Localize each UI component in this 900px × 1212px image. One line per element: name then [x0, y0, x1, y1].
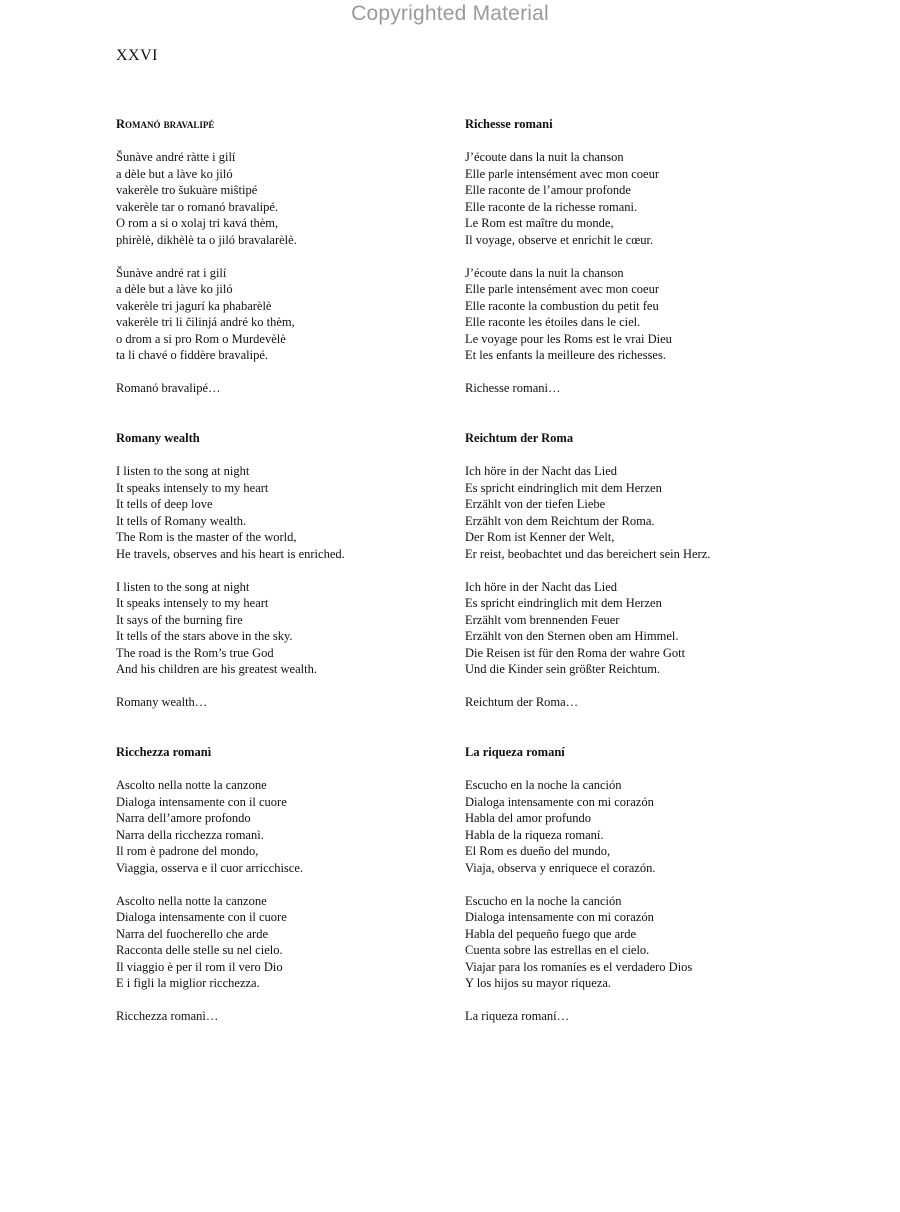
verse-line: I listen to the song at night: [116, 464, 250, 478]
verse-line: Cuenta sobre las estrellas en el cielo.: [465, 943, 650, 957]
verse-line: O rom a si o xolaj tri kavá thèm,: [116, 216, 279, 230]
verse-line: It says of the burning fire: [116, 612, 243, 627]
stanza: [465, 893, 785, 992]
verse-line: Narra dell’amore profondo: [116, 811, 251, 825]
stanza: [116, 265, 436, 364]
verse-line: Erzählt von der tiefen Liebe: [465, 497, 606, 511]
verse-line: Die Reisen ist für den Roma der wahre Gott: [465, 645, 686, 660]
verse-line: Es spricht eindringlich mit dem Herzen: [465, 480, 662, 495]
verse-line: Ich höre in der Nacht das Lied: [465, 579, 618, 594]
left-column: [116, 116, 436, 1058]
verse-line: a dèle but a làve ko jiló: [116, 166, 233, 181]
stanza: [116, 149, 436, 248]
verse-line: Il rom è padrone del mondo,: [116, 844, 259, 858]
verse-line: Et les enfants la meilleure des richesses.: [465, 348, 666, 362]
poem-refrain: Richesse romani…: [465, 381, 561, 395]
verse-line: Erzählt von dem Reichtum der Roma.: [465, 513, 655, 528]
poem-refrain: Ricchezza romanì…: [116, 1009, 219, 1023]
verse-line: Der Rom ist Kenner der Welt,: [465, 530, 615, 544]
verse-line: It tells of the stars above in the sky.: [116, 629, 293, 643]
verse-line: It tells of deep love: [116, 497, 213, 511]
verse-line: Escucho en la noche la canción: [465, 778, 622, 792]
stanza: [465, 463, 785, 562]
verse-line: Y los hijos su mayor riqueza.: [465, 976, 612, 990]
verse-line: J’écoute dans la nuit la chanson: [465, 265, 624, 280]
poem-refrain: Romanó bravalipé…: [116, 381, 221, 395]
verse-line: El Rom es dueño del mundo,: [465, 844, 611, 858]
poem-refrain: Romany wealth…: [116, 695, 208, 709]
poem-title: Richesse romani: [465, 117, 553, 131]
verse-line: Viaja, observa y enriquece el corazón.: [465, 860, 656, 875]
verse-line: Narra del fuocherello che arde: [116, 926, 268, 941]
verse-line: Er reist, beobachtet und das bereichert sein Herz.: [465, 546, 711, 561]
verse-line: It speaks intensely to my heart: [116, 480, 269, 495]
verse-line: It tells of Romany wealth.: [116, 513, 247, 528]
verse-line: He travels, observes and his heart is enriched.: [116, 546, 345, 561]
verse-line: J’écoute dans la nuit la chanson: [465, 150, 624, 164]
poem-title: Romany wealth: [116, 431, 200, 445]
verse-line: Dialoga intensamente con mi corazón: [465, 794, 654, 809]
stanza: [116, 893, 436, 992]
verse-line: The Rom is the master of the world,: [116, 530, 297, 544]
stanza: [465, 149, 785, 248]
poem-block: [116, 430, 436, 744]
verse-line: vakerèle tar o romanó bravalipé.: [116, 199, 279, 214]
verse-line: a dèle but a làve ko jiló: [116, 282, 233, 296]
poem-title: Reichtum der Roma: [465, 431, 574, 445]
verse-line: Dialoga intensamente con il cuore: [116, 794, 287, 809]
verse-line: Ascolto nella notte la canzone: [116, 893, 267, 908]
page-number: XXVI: [116, 47, 158, 64]
verse-line: Elle raconte les étoiles dans le ciel.: [465, 315, 641, 329]
stanza: [116, 777, 436, 876]
verse-line: Elle parle intensément avec mon coeur: [465, 282, 660, 296]
verse-line: Habla del pequeño fuego que arde: [465, 926, 637, 941]
verse-line: Le Rom est maître du monde,: [465, 216, 614, 230]
copyright-watermark: Copyrighted Material: [351, 2, 549, 25]
verse-line: Viajar para los romaníes es el verdadero Dios: [465, 959, 693, 974]
poem-refrain: La riqueza romaní…: [465, 1009, 570, 1023]
verse-line: The road is the Rom’s true God: [116, 645, 274, 660]
verse-line: It speaks intensely to my heart: [116, 596, 269, 610]
verse-line: E i figli la miglior ricchezza.: [116, 976, 260, 990]
verse-line: Elle raconte la combustion du petit feu: [465, 298, 659, 313]
poem-title: La riqueza romaní: [465, 745, 565, 759]
verse-line: Elle raconte de la richesse romani.: [465, 199, 638, 214]
verse-line: Elle raconte de l’amour profonde: [465, 183, 631, 197]
verse-line: Elle parle intensément avec mon coeur: [465, 166, 660, 181]
poem-title: Romanó bravalipé: [116, 117, 215, 131]
verse-line: I listen to the song at night: [116, 579, 250, 594]
verse-line: Viaggia, osserva e il cuor arricchisce.: [116, 860, 304, 875]
verse-line: phirèlè, dikhèlè ta o jiló bravalarèlè.: [116, 232, 297, 247]
verse-line: Habla de la riqueza romaní.: [465, 827, 604, 842]
verse-line: vakerèle tri jagurí ka phabarèlè: [116, 298, 272, 313]
verse-line: Erzählt vom brennenden Feuer: [465, 612, 620, 627]
poem-block: [465, 744, 785, 1058]
verse-line: Il voyage, observe et enrichit le cœur.: [465, 232, 654, 247]
verse-line: Habla del amor profundo: [465, 811, 592, 825]
poem-block: [465, 116, 785, 430]
stanza: [465, 265, 785, 364]
poem-block: [116, 116, 436, 430]
verse-line: Racconta delle stelle su nel cielo.: [116, 943, 283, 957]
verse-line: Il viaggio è per il rom il vero Dio: [116, 959, 283, 974]
stanza: [465, 579, 785, 678]
verse-line: Narra della ricchezza romanì.: [116, 827, 264, 842]
right-column: [465, 116, 785, 1058]
poem-block: [116, 744, 436, 1058]
verse-line: o drom a si pro Rom o Murdevèlè: [116, 331, 286, 346]
verse-line: Es spricht eindringlich mit dem Herzen: [465, 596, 662, 610]
verse-line: Dialoga intensamente con mi corazón: [465, 910, 654, 924]
verse-line: vakerèle tro šukuàre miŝtipé: [116, 183, 258, 197]
poem-refrain: Reichtum der Roma…: [465, 695, 579, 709]
verse-line: ta li chavé o fiddère bravalipé.: [116, 348, 269, 362]
verse-line: And his children are his greatest wealth.: [116, 662, 317, 676]
stanza: [465, 777, 785, 876]
verse-line: Und die Kinder sein größter Reichtum.: [465, 662, 661, 676]
stanza: [116, 463, 436, 562]
verse-line: Erzählt von den Sternen oben am Himmel.: [465, 629, 679, 643]
verse-line: Dialoga intensamente con il cuore: [116, 910, 287, 924]
verse-line: Šunàve andré rat i gilí: [116, 265, 227, 280]
verse-line: Šunàve andré ràtte i gilí: [116, 150, 236, 164]
poem-title: Ricchezza romanì: [116, 745, 212, 759]
verse-line: Le voyage pour les Roms est le vrai Dieu: [465, 331, 672, 346]
verse-line: Escucho en la noche la canción: [465, 893, 622, 908]
poem-block: [465, 430, 785, 744]
verse-line: vakerèle tri li čilinjá andré ko thèm,: [116, 315, 295, 329]
verse-line: Ich höre in der Nacht das Lied: [465, 464, 618, 478]
stanza: [116, 579, 436, 678]
verse-line: Ascolto nella notte la canzone: [116, 778, 267, 792]
